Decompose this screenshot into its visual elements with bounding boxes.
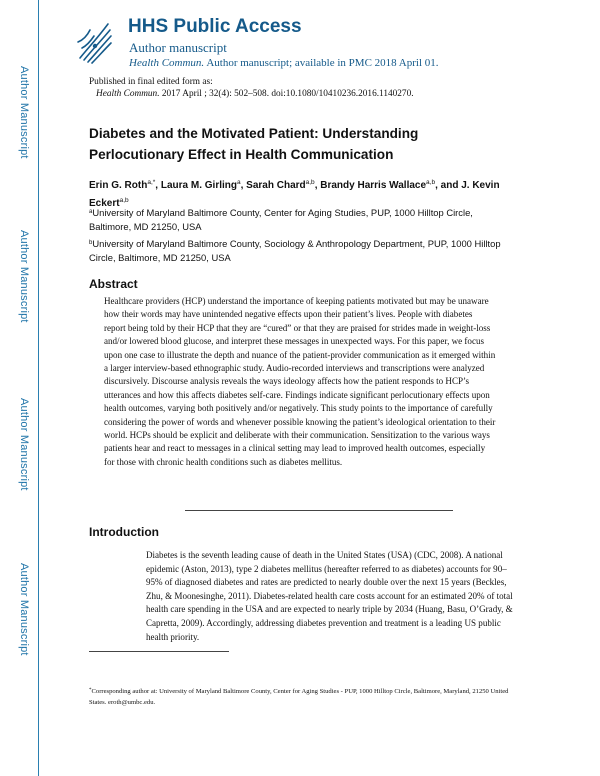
introduction-text: Diabetes is the seventh leading cause of death in the United States (USA) (CDC, 2008). A national epidemic (Aston, 2013), type 2 diabetes mellitus (hereafter referred to as diabetes) accounts for 90–95% of diagnosed diabetes and rates are predicted to nearly double over the next 15 years (Beckles, Zhu, & Moonesinghe, 2011). Diabetes-related health care costs account for an estimated 20% of total health care spending in the USA and are expected to nearly triple by 2034 (Huang, Basu, O’Grady, & Capretta, 2009). Accordingly, addressing diabetes prevention and treatment is a leading US public health priority. [146,550,513,642]
abstract-heading: Abstract [89,277,138,291]
citation-text: 2017 April ; 32(4): 502–508. doi:10.1080/10410236.2016.1140270. [159,89,414,99]
author-affiliation-marker: a [236,179,241,186]
author-affiliation-marker: a,* [147,179,156,186]
corresponding-author-footnote: *Corresponding author at: University of Maryland Baltimore County, Center for Aging Studies - PUP, 1000 Hilltop Circle, Baltimore, Maryland, 21250 United States. eroth@umbc.edu. [89,688,509,706]
author-name: Erin G. Roth [89,180,148,191]
sidebar-label-author-manuscript: Author Manuscript [18,230,30,323]
citation-line [96,89,414,99]
sidebar-label-author-manuscript: Author Manuscript [18,66,30,159]
footnote-divider [89,651,229,652]
author-manuscript-subtitle: Author manuscript [129,40,227,55]
author-name: J. Kevin Eckert [89,180,500,209]
abstract-text: Healthcare providers (HCP) understand the importance of keeping patients motivated but may be unaware how their words may have unintended negative effects upon their patient’s lives. People with diabetes report being told by their HCP that they are “cured” or that they are praised for strides made in weight-loss and/or lowered blood glucose, and interpret these messages in unexpected ways. For this paper, we focus upon one case to illustrate the depth and nuance of the patient-provider communication as it emerged within a larger interview-based ethnographic study. Audio-recorded interviews and transcriptions were analyzed discursively. Discourse analysis reveals the ways ideology affects how the patient responds to HCP’s utterances and how this affects diabetes self-care. Findings indicate significant perlocutionary effects upon health outcomes, varying both positively and/or negatively. This study points to the importance of carefully considering the power of words and whenever possible knowing the patient’s ideological orientation to their world. HCPs should be explicit and deliberate with their communication. Sensitization to the various ways patients hear and react to messages in a clinical setting may lead to improved health outcomes, especially for those with chronic health conditions such as diabetes mellitus. [104,296,496,467]
article-title: Diabetes and the Motivated Patient: Understanding Perlocutionary Effect in Health Communication [89,126,419,162]
hhs-eagle-logo-icon [74,18,114,66]
affiliation-b: $^b$University of Maryland Baltimore County, Sociology & Anthropology Department, PUP, 1000 Hilltop Circle, Baltimore, MD 21250, USA [89,238,501,263]
sidebar-divider [38,0,39,776]
availability-text: Author manuscript; available in PMC 2018 April 01. [204,57,439,69]
journal-name: Health Commun. [129,57,205,69]
availability-line [129,57,439,69]
sidebar-label-author-manuscript: Author Manuscript [18,398,30,491]
introduction-heading: Introduction [89,525,159,539]
author-name: Brandy Harris Wallace [320,180,427,191]
author-affiliation-marker: a,b [305,179,315,186]
abstract-divider [185,510,453,511]
author-name: Laura M. Girling [160,180,237,191]
author-list: Erin G. Roth$^{a,*}$, Laura M. Girling$^a$, Sarah Chard$^{a,b}$, Brandy Harris Wallace$^{a,b}$, and J. Kevin Eckert$^{a,b}$ [89,179,500,209]
citation-journal: Health Commun. [96,89,160,99]
hhs-public-access-title: HHS Public Access [128,16,302,37]
author-affiliation-marker: a,b [119,197,129,204]
author-name: Sarah Chard [246,180,306,191]
published-in-line: Published in final edited form as: [89,77,213,87]
author-affiliation-marker: a,b [426,179,436,186]
affiliation-a: $^a$University of Maryland Baltimore County, Center for Aging Studies, PUP, 1000 Hilltop Circle, Baltimore, MD 21250, USA [89,207,473,232]
sidebar-label-author-manuscript: Author Manuscript [18,563,30,656]
